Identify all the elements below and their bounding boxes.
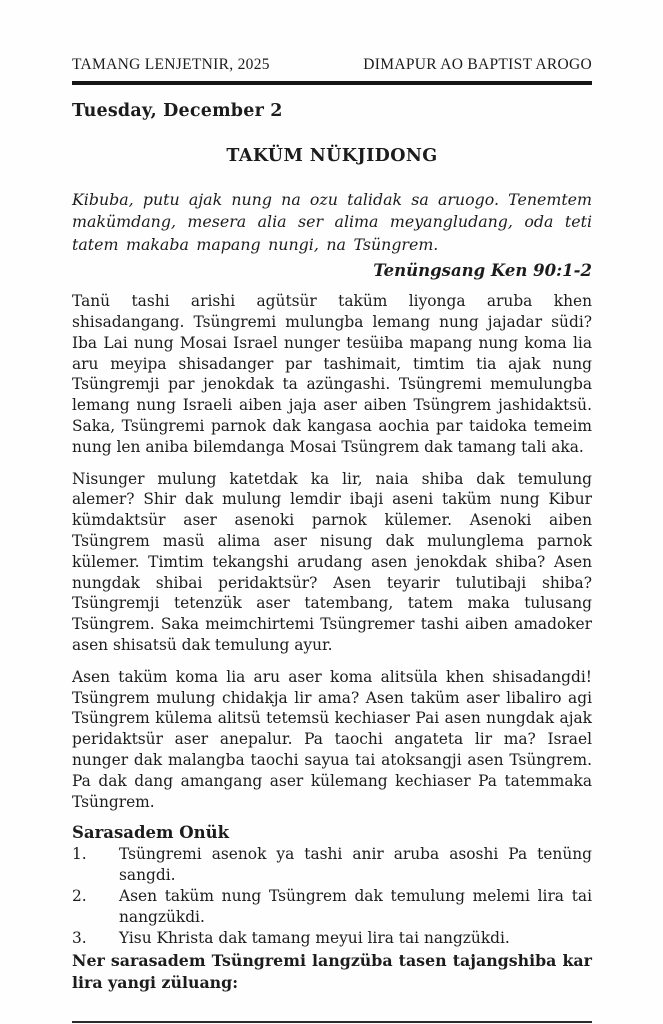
- body-paragraph-1: Tanü tashi arishi agütsür taküm liyonga aruba khen shisadangang. Tsüngremi mulungba lemang nung jajadar südi? Iba Lai nung Mosai Israel nunger tesüiba mapang nung koma lia aru meyipa shisadanger par tashimait, timtim tia ajak nung Tsüngremji par jenokdak ta azüngashi. Tsüngremi memulungba lemang nung Israeli aiben jaja aser aiben Tsüngrem jashidaktsü. Saka, Tsüngremi parnok dak kangasa aochia par taidoka temeim nung len aniba bilemdanga Mosai Tsüngrem dak tamang tali aka.: [72, 292, 592, 456]
- answer-writing-line-1: [72, 1021, 592, 1024]
- scripture-reference: Tenüngsang Ken 90:1-2: [373, 261, 592, 281]
- list-item: [72, 928, 592, 949]
- closing-instruction: Ner sarasadem Tsüngremi langzüba tasen tajangshiba kar lira yangi züluang:: [72, 951, 592, 993]
- header-right-title: DIMAPUR AO BAPTIST AROGO: [363, 56, 592, 73]
- list-item: [72, 886, 592, 928]
- list-item-number: 3.: [72, 928, 87, 947]
- header-rule: [72, 81, 592, 85]
- prayer-points-list: [72, 844, 592, 948]
- list-item-number: 1.: [72, 845, 87, 864]
- list-item: [72, 844, 592, 886]
- page-title: TAKÜM NÜKJIDONG: [226, 146, 438, 166]
- list-item-text: Yisu Khrista dak tamang meyui lira tai nangzükdi.: [119, 928, 510, 947]
- header-left-title: TAMANG LENJETNIR, 2025: [72, 56, 270, 73]
- scripture-quote: Kibuba, putu ajak nung na ozu talidak sa aruogo. Tenemtem makümdang, mesera alia ser alima meyangludang, oda teti tatem makaba mapang nungi, na Tsüngrem.: [72, 190, 592, 254]
- list-item-number: 2.: [72, 886, 87, 905]
- date-heading: Tuesday, December 2: [72, 101, 283, 121]
- body-paragraph-3: Asen taküm koma lia aru aser koma alitsüla khen shisadangdi! Tsüngrem mulung chidakja lir ama? Asen taküm aser libaliro agi Tsüngrem külema alitsü tetemsü kechiaser Pai asen nungdak ajak peridaktsür aser anepalur. Pa taochi angateta lir ma? Israel nunger dak malangba taochi sayua tai atoksangji asen Tsüngrem. Pa dak dang amangang aser külemang kechiaser Pa tatemmaka Tsüngrem.: [72, 667, 592, 811]
- list-item-text: Asen taküm nung Tsüngrem dak temulung melemi lira tai nangzükdi.: [119, 886, 592, 926]
- section-heading: Sarasadem Onük: [72, 823, 230, 843]
- page-header: [72, 56, 592, 81]
- list-item-text: Tsüngremi asenok ya tashi anir aruba asoshi Pa tenüng sangdi.: [119, 845, 592, 885]
- body-paragraph-2: Nisunger mulung katetdak ka lir, naia shiba dak temulung alemer? Shir dak mulung lemdir ibaji aseni taküm nung Kibur kümdaktsür aser asenoki parnok külemer. Asenoki aiben Tsüngrem masü alima aser nisung dak mulunglema parnok külemer. Timtim tekangshi arudang asen jenokdak shiba? Asen nungdak shibai peridaktsür? Asen teyarir tulutibaji shiba? Tsüngremji tetenzük aser tatembang, tatem maka tulusang Tsüngrem. Saka meimchirtemi Tsüngremer tashi aiben amadoker asen shisatsü dak temulung ayur.: [72, 469, 592, 655]
